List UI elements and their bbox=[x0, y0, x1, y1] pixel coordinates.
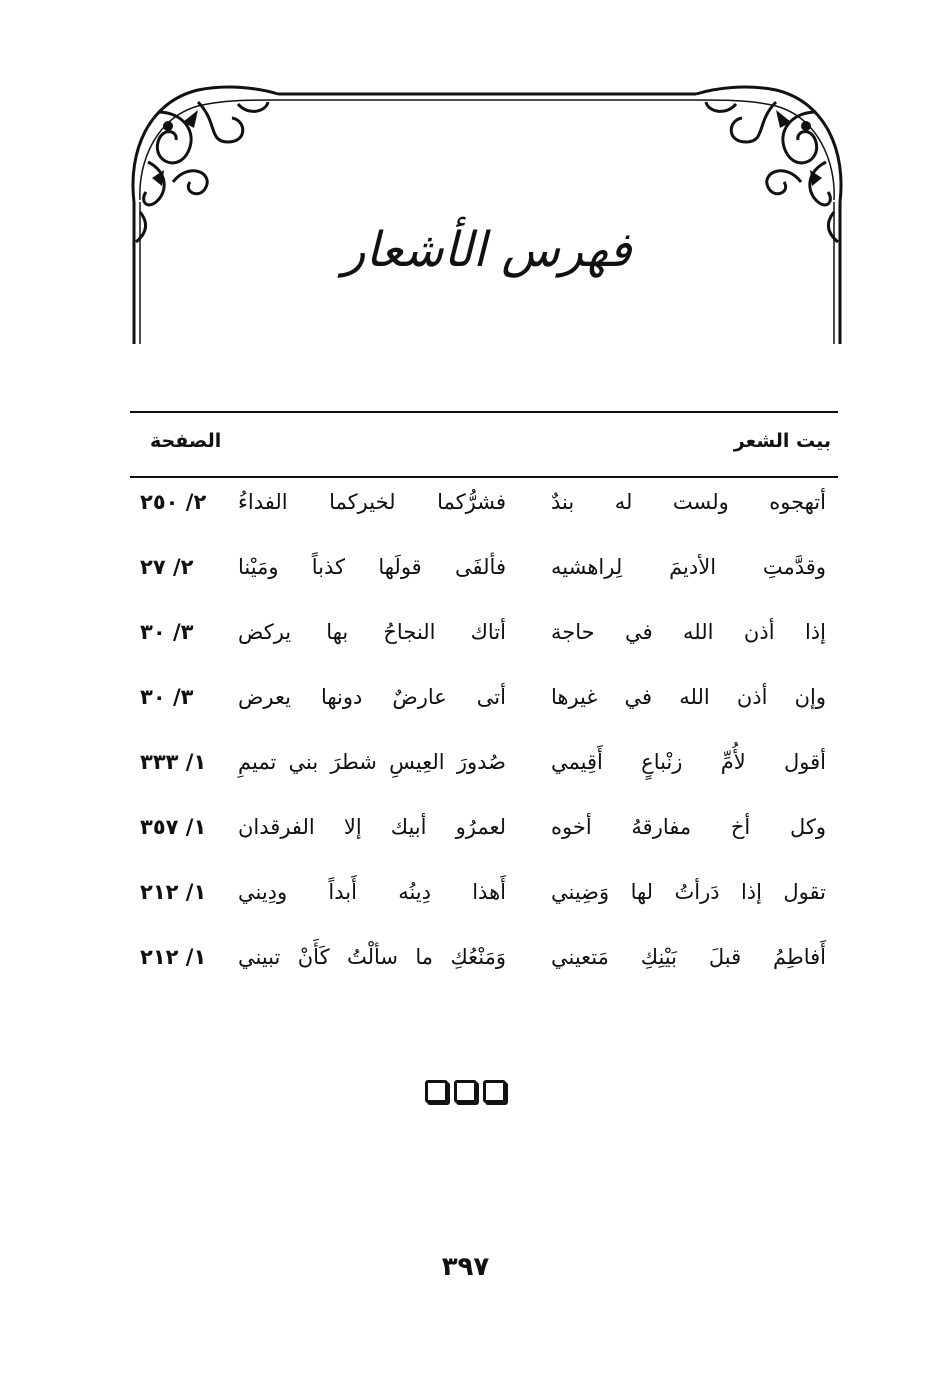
table-row bbox=[130, 490, 838, 530]
verse-second-half: أَهذا دِينُه أَبداً ودِيني bbox=[238, 880, 506, 904]
page-reference: ١/ ٣٥٧ bbox=[140, 815, 207, 839]
verse-first-half: وكل أخ مفارقهُ أخوه bbox=[551, 815, 826, 839]
page-reference: ٢/ ٢٧ bbox=[140, 555, 194, 579]
page-number: ٣٩٧ bbox=[441, 1252, 490, 1282]
table-row bbox=[130, 555, 838, 595]
table-top-rule bbox=[130, 411, 838, 413]
table-row bbox=[130, 880, 838, 920]
table-row bbox=[130, 685, 838, 725]
verse-second-half: أتاك النجاحُ بها يركض bbox=[238, 620, 506, 644]
page-reference: ١/ ٢١٢ bbox=[140, 880, 207, 904]
table-row bbox=[130, 815, 838, 855]
verse-first-half: وقدَّمتِ الأديمَ لِراهشيه bbox=[551, 555, 826, 579]
square-icon bbox=[483, 1080, 506, 1103]
verse-first-half: تقول إذا دَرأتُ لها وَضِيني bbox=[551, 880, 826, 904]
verse-second-half: أتى عارضٌ دونها يعرض bbox=[238, 685, 506, 709]
ornament-icon bbox=[128, 82, 846, 348]
page-reference: ٢/ ٢٥٠ bbox=[140, 490, 207, 514]
verse-first-half: أَفاطِمُ قبلَ بَيْنِكِ مَتعيني bbox=[551, 945, 826, 969]
page-title: فهرس الأشعار bbox=[342, 222, 632, 278]
verse-second-half: صُدورَ العِيسِ شطرَ بني تميمِ bbox=[238, 750, 506, 774]
square-icon bbox=[425, 1080, 448, 1103]
verse-first-half: إذا أذن الله في حاجة bbox=[551, 620, 826, 644]
square-icon bbox=[454, 1080, 477, 1103]
table-row bbox=[130, 750, 838, 790]
page-reference: ٣/ ٣٠ bbox=[140, 685, 194, 709]
page-reference: ١/ ٣٣٣ bbox=[140, 750, 207, 774]
verse-second-half: فشرُّكما لخيركما الفداءُ bbox=[238, 490, 506, 514]
column-header-page: الصفحة bbox=[150, 430, 222, 452]
verse-first-half: أقول لأُمِّ زنْباعٍ أَقِيمي bbox=[551, 750, 826, 774]
page-reference: ١/ ٢١٢ bbox=[140, 945, 207, 969]
verse-first-half: أتهجوه ولست له بندٌ bbox=[551, 490, 826, 514]
table-header-rule bbox=[130, 476, 838, 478]
verse-second-half: لعمرُو أبيك إلا الفرقدان bbox=[238, 815, 506, 839]
column-header-verse: بيت الشعر bbox=[733, 430, 831, 452]
section-end-marks bbox=[0, 1080, 931, 1107]
verse-second-half: فألفَى قولَها كذباً ومَيْنا bbox=[238, 555, 506, 579]
table-row bbox=[130, 620, 838, 660]
table-row bbox=[130, 945, 838, 985]
verse-first-half: وإن أذن الله في غيرها bbox=[551, 685, 826, 709]
ornamental-header-frame bbox=[128, 82, 846, 348]
page-reference: ٣/ ٣٠ bbox=[140, 620, 194, 644]
verse-second-half: وَمَنْعُكِ ما سألْتُ كَأَنْ تبيني bbox=[238, 945, 506, 969]
